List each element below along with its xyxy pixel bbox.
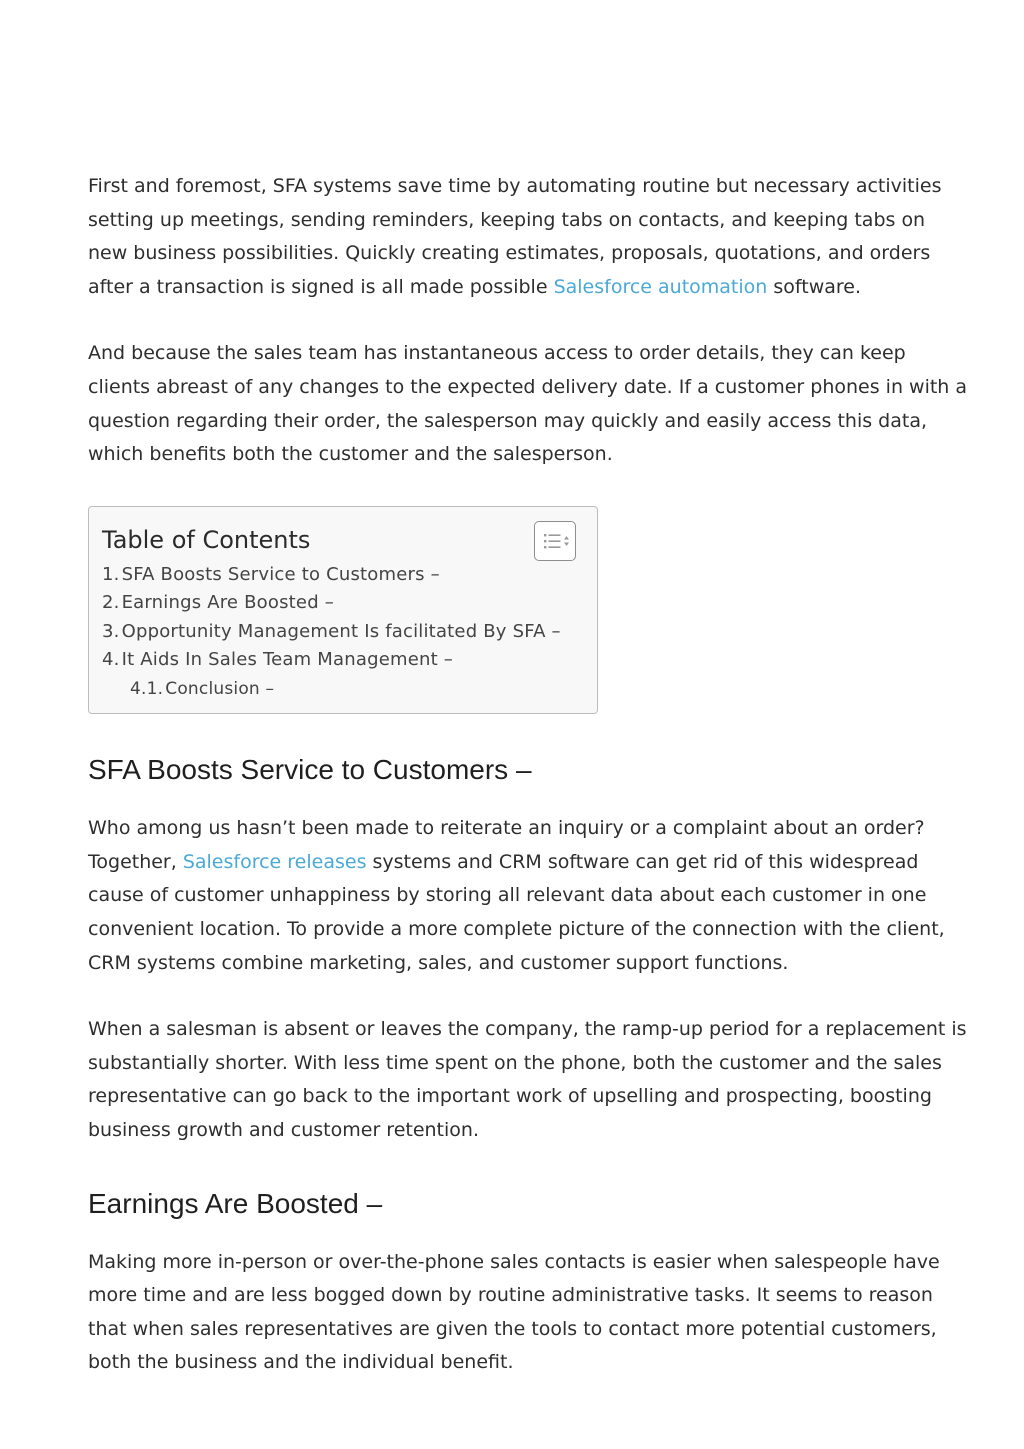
toc-item-label[interactable]: It Aids In Sales Team Management – (121, 649, 453, 671)
toc-subitem[interactable] (102, 675, 585, 704)
toc-list (102, 561, 585, 704)
toc-item-number: 4. (102, 649, 120, 671)
section1-paragraph-2: When a salesman is absent or leaves the company, the ramp-up period for a replacement is substantially shorter. With less time spent on the phone, both the customer and the sales representative can go back to the important work of upselling and prospecting, boosting business growth and customer retention. (88, 1018, 967, 1141)
toc-item[interactable] (102, 618, 585, 647)
toc-item-number: 4.1. (130, 678, 164, 699)
section1-p1-text-after: systems and CRM software can get rid of this widespread cause of customer unhappiness by storing all relevant data about each customer in one convenient location. To provide a more complete picture of the connection with the client, CRM systems combine marketing, sales, and customer support functions. (88, 850, 945, 974)
table-of-contents (88, 506, 598, 715)
intro-p1-text-before: First and foremost, SFA systems save time by automating routine but necessary activities setting up meetings, sending reminders, keeping tabs on contacts, and keeping tabs on new business possibilities. Quickly creating estimates, proposals, quotations, and orders after a transaction is signed is all made possible (88, 175, 942, 298)
toc-toggle-button[interactable] (534, 521, 576, 561)
toc-item-label[interactable]: Conclusion – (165, 678, 275, 699)
intro-p1-text-after: software. (767, 275, 862, 298)
section2-paragraph-1: Making more in-person or over-the-phone sales contacts is easier when salespeople have more time and are less bogged down by routine administrative tasks. It seems to reason that when sales representatives are given the tools to contact more potential customers, both the business and the individual benefit. (88, 1250, 940, 1374)
toc-item-label[interactable]: SFA Boosts Service to Customers – (121, 563, 440, 585)
intro-paragraph-2: And because the sales team has instantaneous access to order details, they can keep clients abreast of any changes to the expected delivery date. If a customer phones in with a question regarding their order, the salesperson may quickly and easily access this data, which benefits both the customer and the salesperson. (88, 342, 968, 466)
toc-item-number: 1. (102, 563, 120, 585)
toc-title: Table of Contents (102, 525, 311, 554)
toc-item-number: 2. (102, 592, 120, 614)
toc-item-label[interactable]: Opportunity Management Is facilitated By SFA – (121, 620, 561, 642)
intro-paragraph-1 (88, 170, 968, 304)
section1-p1-text-before: Who among us hasn’t been made to reiterate an inquiry or a complaint about an order? Together, (88, 817, 925, 873)
article-content (88, 170, 968, 1380)
salesforce-releases-link[interactable]: Salesforce releases (182, 850, 367, 873)
toc-item[interactable] (102, 589, 585, 618)
list-toggle-icon (535, 522, 575, 560)
section-heading-sfa-boosts-service: SFA Boosts Service to Customers – (88, 754, 532, 786)
toc-item-label[interactable]: Earnings Are Boosted – (121, 592, 334, 614)
toc-item-number: 3. (102, 620, 120, 642)
toc-item[interactable] (102, 561, 585, 590)
salesforce-automation-link[interactable]: Salesforce automation (553, 275, 768, 298)
section1-paragraph-1 (88, 812, 968, 980)
section-heading-earnings-boosted: Earnings Are Boosted – (88, 1187, 383, 1219)
toc-item[interactable] (102, 646, 585, 675)
